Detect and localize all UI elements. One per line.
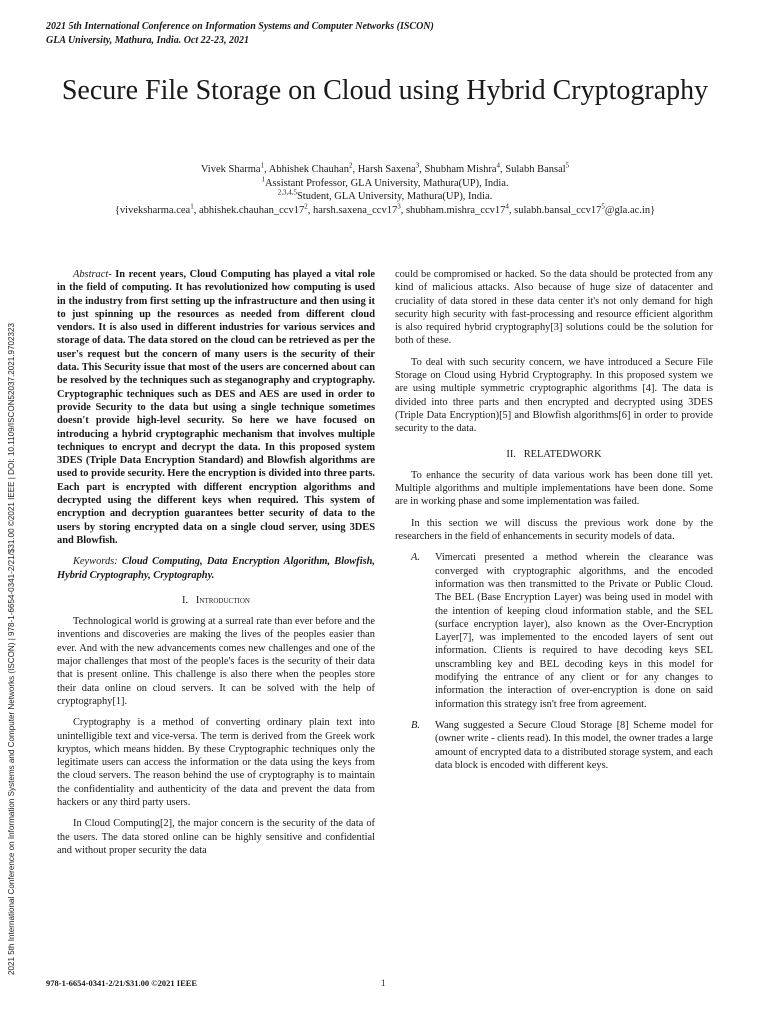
body-paragraph: To deal with such security concern, we have introduced a Secure File Storage on Cloud using Hybrid Cryptography. In this proposed system we are using multiple symmetric cryptographic algorithms [4]. The data is divided into three parts and then encrypted and decrypted using 3DES (Triple Data Encryption)[5] and Blowfish algorithms[6] in order to provide security to the data. <box>395 356 713 435</box>
item-text: Wang suggested a Secure Cloud Storage [8] Scheme model for (owner write - clients read). In this model, the owner trades a large amount of encrypted data to a distributed storage system, and each data block is encoded with different keys. <box>435 719 713 771</box>
abstract-label: Abstract- <box>73 269 112 280</box>
author-name: Abhishek Chauhan <box>268 164 349 175</box>
related-item-a <box>395 551 713 711</box>
doi-sidebar: 2021 5th International Conference on Information Systems and Computer Networks (ISCON) | 978-1-6654-0341-2/21/$31.00 ©2021 IEEE | DOI: 10.1109/ISCON52037.2021.9702323 <box>7 322 16 975</box>
conference-name: 2021 5th International Conference on Information Systems and Computer Networks (ISCON) <box>46 21 434 32</box>
keywords-text: Cloud Computing, Data Encryption Algorithm, Blowfish, Hybrid Cryptography, Cryptography. <box>57 556 375 581</box>
intro-paragraph: Technological world is growing at a surreal rate than ever before and the inventions and discoveries are making the lives of the peoples easier than ever. And with the new advancements comes new challenges and one of the major challenges that most of the people's faces is the security of their data that is present online. This challenge is also there when the peoples store their data online on cloud servers. It can be solved with the help of cryptography[1]. <box>57 616 375 707</box>
author-name: Harsh Saxena <box>357 164 416 175</box>
item-marker: B. <box>411 719 420 731</box>
keywords-label: Keywords: <box>73 556 118 568</box>
item-text: Vimercati presented a method wherein the clearance was converged with cryptographic algorithms, and the encoded information was then transmitted to the Private or Public Cloud. The BEL (Base Encryption Layer) was being used in model with the intention of keeping cloud information stable, and the SEL (surface encryption layer), also known as the Over-Encryption Layer[7], was implemented to the encoded layers of sent out information. Clients is required to have decoding keys SEL unscrambling key and BEL decoding keys in this model for modifying the entrance of any client or for any changes to information the interaction of over-encryption is done on said information this strategy isn't free from agreement. <box>435 552 713 710</box>
author-name: Vivek Sharma <box>200 164 261 175</box>
copyright-footer: 978-1-6654-0341-2/21/$31.00 ©2021 IEEE <box>46 978 198 988</box>
author-names: Vivek Sharma$^1$, Abhishek Chauhan$^2$, Harsh Saxena$^3$, Shubham Mishra$^4$, Sulabh Bansal$^5$ <box>200 161 570 175</box>
section-heading-introduction: I. Introduction <box>182 594 250 606</box>
related-paragraph: In this section we will discuss the previous work done by the researchers in the field of enhancements in security models of data. <box>395 517 713 543</box>
abstract <box>57 268 375 547</box>
keywords <box>57 555 375 582</box>
left-column <box>57 268 375 865</box>
affiliation-2: $^{2,3,4,5}$Student, GLA University, Mathura(UP), India. <box>277 188 493 202</box>
abstract-text: In recent years, Cloud Computing has played a vital role in the field of computing. It has revolutionized how computing is used in the industry from first setting up the infrastructure and then using it to just spinning up the resources as needed from different cloud vendors. It is also used in different industries for various services and storage of data. The data stored on the cloud can be retrieved as per the user's request but the concern of many users is the security of their data. This Security issue that most of the users are concerned about can be resolved by the techniques such as steganography and cryptography. Cryptographic techniques such as DES and AES are used in order to provide Security to the data but using a single technique sometimes doesn't provide high-level security. So here we have focused on introducing a hybrid cryptographic mechanism that involves multiple techniques to encrypt and decrypt the data. In this proposed system 3DES (Triple Data Encryption Standard) and Blowfish algorithms are used to provide security. Here the encryption is divided into three parts. Each part is encrypted with different encryption algorithms and decrypted using the different keys when required. This system of encryption and decryption guarantees better security of data to the users by storing encrypted data on a single cloud server, using 3DES and Blowfish. <box>57 269 375 546</box>
intro-paragraph: In Cloud Computing[2], the major concern is the security of the data of the users. The data stored online can be highly sensitive and confidential and without proper security the data <box>57 818 375 856</box>
author-name: Sulabh Bansal <box>505 164 566 175</box>
right-column <box>395 268 713 780</box>
author-emails: {viveksharma.cea$^1$, $abhishek.chauhan\_ccv17^2$, $harsh.saxena\_ccv17^3$, $shubham.mishra\_ccv17^4$, $sulabh.bansal\_ccv17^5@gla.ac.in$} <box>114 202 656 216</box>
author-name: Shubham Mishra <box>424 164 497 175</box>
page-number: 1 <box>381 978 386 988</box>
continued-paragraph: could be compromised or hacked. So the data should be protected from any kind of malicious attacks. Also because of huge size of datacenter and cruciality of data stored in these data center it's not only demand for high security high security with fast-processing and resource efficient algorithm is also required hybrid cryptography[3] solutions could be the solution for both of these. <box>395 269 713 347</box>
conference-header <box>46 20 434 48</box>
affiliation-1: $^1$Assistant Professor, GLA University, Mathura(UP), India. <box>261 175 509 189</box>
author-block <box>60 163 710 217</box>
conference-venue: GLA University, Mathura, India. Oct 22-23, 2021 <box>46 35 249 46</box>
related-paragraph: To enhance the security of data various work has been done till yet. Multiple algorithms and multiple implementations have been done. Some are in working phase and some implementation was failed. <box>395 469 713 508</box>
item-marker: A. <box>411 552 420 564</box>
related-item-b <box>395 719 713 772</box>
section-heading-related-work: II. RELATEDWORK <box>506 448 602 460</box>
paper-title: Secure File Storage on Cloud using Hybrid Cryptography <box>61 75 709 106</box>
intro-paragraph: Cryptography is a method of converting ordinary plain text into unintelligible text and vice-versa. The term is derived from the Greek work kryptos, which means hidden. By these Cryptographic techniques only the legitimate users can access the information or the data using the keys from the cloud servers. The reason behind the use of cryptography is to maintain the confidentiality and authenticity of the data and prevent the data from hackers or any third party users. <box>57 717 375 808</box>
